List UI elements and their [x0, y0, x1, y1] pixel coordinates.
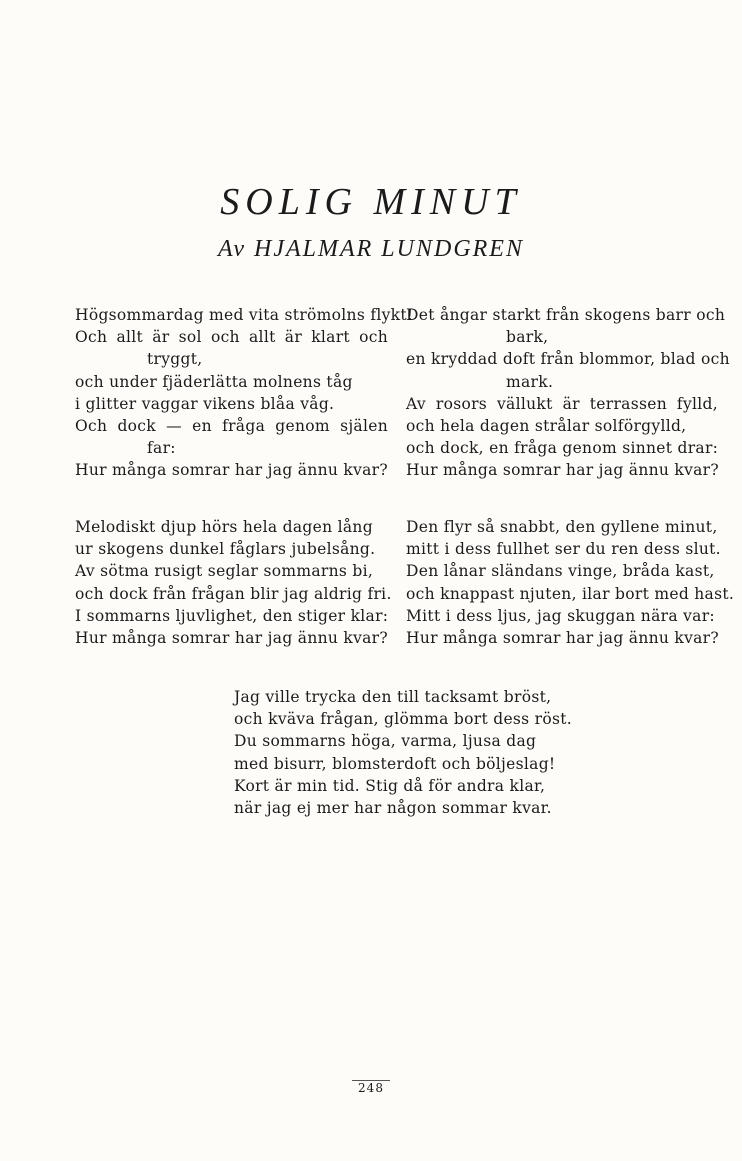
verse-line: när jag ej mer har någon sommar kvar. — [234, 799, 552, 818]
verse-line: i glitter vaggar vikens blåa våg. — [75, 394, 335, 413]
verse-line: en kryddad doft från blommor, blad och — [406, 350, 730, 369]
verse-line: Hur många somrar har jag ännu kvar? — [75, 629, 388, 648]
verse-line: Jag ville trycka den till tacksamt bröst, — [234, 688, 552, 706]
verse-line: och dock, en fråga genom sinnet drar: — [406, 439, 719, 458]
verse-line: ur skogens dunkel fåglars jubelsång. — [75, 540, 376, 559]
verse-line: Hur många somrar har jag ännu kvar? — [406, 629, 719, 648]
verse-line: mitt i dess fullhet ser du ren dess slut. — [406, 540, 721, 559]
verse-line: Melodiskt djup hörs hela dagen lång — [75, 518, 373, 536]
stanza-5 — [234, 686, 572, 819]
verse-line: Och allt är sol och allt är klart och — [75, 328, 388, 347]
verse-line: bark, — [506, 328, 549, 347]
verse-line: med bisurr, blomsterdoft och böljeslag! — [234, 754, 556, 773]
stanza-2 — [406, 304, 730, 482]
verse-line: Kort är min tid. Stig då för andra klar, — [234, 776, 546, 795]
poem-title: SOLIG MINUT — [220, 181, 522, 223]
verse-line: Det ångar starkt från skogens barr och — [406, 306, 726, 324]
verse-line: Och dock — en fråga genom själen — [75, 417, 388, 436]
verse-line: Mitt i dess ljus, jag skuggan nära var: — [406, 606, 715, 625]
verse-line: och hela dagen strålar solförgylld, — [406, 417, 687, 436]
verse-line: Högsommardag med vita strömolns flykt! — [75, 306, 414, 324]
verse-line: mark. — [506, 372, 554, 391]
verse-line: Du sommarns höga, varma, ljusa dag — [234, 732, 537, 751]
page-number — [0, 1081, 742, 1095]
verse-line: Av sötma rusigt seglar sommarns bi, — [75, 562, 374, 581]
verse-line: I sommarns ljuvlighet, den stiger klar: — [75, 606, 389, 625]
stanza-3 — [75, 516, 392, 649]
verse-line: Den lånar sländans vinge, bråda kast, — [406, 562, 715, 581]
verse-line: tryggt, — [147, 350, 203, 369]
verse-line: far: — [147, 439, 176, 458]
verse-line: Hur många somrar har jag ännu kvar? — [75, 461, 388, 480]
verse-line: Den flyr så snabbt, den gyllene minut, — [406, 518, 718, 536]
page-number-text: 248 — [352, 1080, 390, 1095]
verse-line: och kväva frågan, glömma bort dess röst. — [234, 710, 572, 729]
verse-line: och under fjäderlätta molnens tåg — [75, 372, 353, 391]
stanza-4 — [406, 516, 735, 649]
verse-line: Hur många somrar har jag ännu kvar? — [406, 461, 719, 480]
verse-line: och dock från frågan blir jag aldrig fri. — [75, 584, 392, 603]
verse-line: och knappast njuten, ilar bort med hast. — [406, 584, 735, 603]
stanza-1 — [75, 304, 414, 482]
verse-line: Av rosors vällukt är terrassen fylld, — [406, 394, 718, 413]
poem-author: Av HJALMAR LUNDGREN — [218, 236, 524, 262]
